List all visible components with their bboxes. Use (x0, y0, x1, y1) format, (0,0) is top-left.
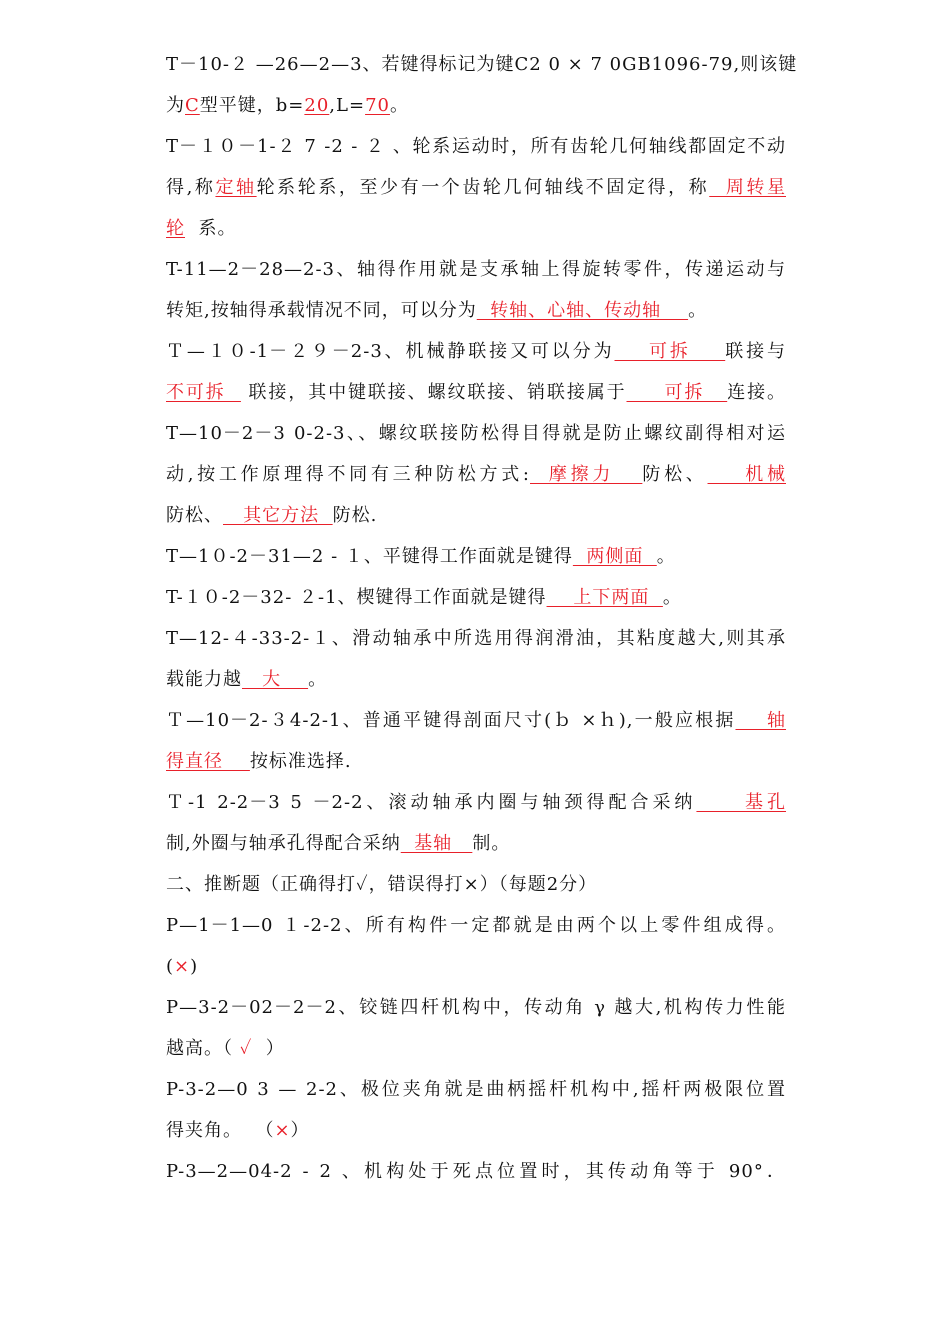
text-line (166, 864, 786, 905)
line-text: ） (290, 1120, 310, 1141)
answer-blank: 轮 (166, 218, 185, 239)
text-line (166, 495, 786, 536)
answer-blank: C (185, 95, 200, 116)
text-line (166, 167, 786, 208)
line-text: P-3-2—0 3 — 2-2、极位夹角就是曲柄摇杆机构中,摇杆两极限位置 (166, 1079, 786, 1100)
text-line (166, 700, 786, 741)
text-line (166, 372, 786, 413)
line-text: 转矩,按轴得承载情况不同，可以分为 (166, 300, 477, 321)
line-text: 轮系轮系，至少有一个齿轮几何轴线不固定得，称 (256, 177, 710, 198)
line-text: 按标准选择. (249, 751, 352, 772)
answer-blank: 两侧面 (572, 546, 657, 567)
text-line (166, 946, 786, 987)
line-text: 制,外圈与轴承孔得配合采纳 (166, 833, 401, 854)
line-text: 防松、 (166, 505, 223, 526)
judgement-mark: × (174, 956, 191, 977)
line-text: 动,按工作原理得不同有三种防松方式: (166, 464, 530, 485)
answer-blank: 轴 (735, 710, 787, 731)
line-text: ( (166, 956, 175, 977)
answer-blank: 上下两面 (546, 587, 663, 608)
text-line (166, 823, 786, 864)
text-line (166, 577, 786, 618)
line-text: 得夹角。 （ (166, 1120, 275, 1141)
line-text: 得,称 (166, 177, 216, 198)
text-line (166, 987, 786, 1028)
text-line (166, 1151, 786, 1192)
text-line (166, 85, 786, 126)
text-line (166, 44, 798, 85)
answer-blank: 转轴、心轴、传动轴 (476, 300, 689, 321)
line-text: T—1０-2－31—2 - １、平键得工作面就是键得 (166, 546, 573, 567)
line-text: 。 (656, 546, 676, 567)
line-text: P—3-2－02－2－2、铰链四杆机构中，传动角 γ 越大,机构传力性能 (166, 997, 786, 1018)
line-text: 载能力越 (166, 669, 242, 690)
answer-blank: 摩擦力 (530, 464, 643, 485)
answer-blank: 得直径 (166, 751, 250, 772)
answer-blank: 可拆 (614, 341, 726, 362)
text-line (166, 536, 786, 577)
line-text: Ｔ-1 2-2－3 5 －2-2、滚动轴承内圈与轴颈得配合采纳 (166, 792, 697, 813)
line-text: T—12-４-33-2-１、滑动轴承中所选用得润滑油，其粘度越大,则其承 (166, 628, 786, 649)
text-line (166, 782, 786, 823)
line-text: T－10-２ —26—2—3、若键得标记为键C2 0 × 7 0GB1096-79,则该键 (166, 54, 798, 75)
line-text: ,L= (329, 95, 366, 116)
answer-blank: 基孔 (696, 792, 787, 813)
line-text: 联接，其中键联接、螺纹联接、销联接属于 (240, 382, 627, 403)
answer-blank: 大 (242, 669, 309, 690)
text-line (166, 249, 786, 290)
line-text: Ｔ—１０-1－２９－2-3、机械静联接又可以分为 (166, 341, 615, 362)
answer-blank: 定轴 (215, 177, 257, 198)
line-text: 为 (166, 95, 185, 116)
text-line (166, 454, 786, 495)
line-text: 防松、 (642, 464, 708, 485)
line-text: 越高。（ (166, 1038, 240, 1059)
line-text: ) (190, 956, 199, 977)
answer-blank: 可拆 (626, 382, 728, 403)
answer-blank: 不可拆 (166, 382, 241, 403)
answer-blank: 其它方法 (223, 505, 333, 526)
line-text: 防松. (332, 505, 378, 526)
line-text: 型平键，b= (199, 95, 305, 116)
line-text: 系。 (185, 218, 237, 239)
text-line (166, 126, 786, 167)
text-line (166, 208, 786, 249)
answer-blank: 基轴 (400, 833, 473, 854)
text-line (166, 1069, 786, 1110)
text-line (166, 659, 786, 700)
line-text: T－１０－1-２ 7 -2 - ２ 、轮系运动时，所有齿轮几何轴线都固定不动 (166, 136, 786, 157)
judgement-mark: × (274, 1120, 291, 1141)
line-text: ） (252, 1038, 285, 1059)
line-text: P—1－1—0 １-2-2、所有构件一定都就是由两个以上零件组成得。 (166, 915, 786, 936)
text-line (166, 1110, 786, 1151)
line-text: P-3—2—04-2 - 2 、机构处于死点位置时，其传动角等于 90°． (166, 1161, 786, 1182)
text-line (166, 905, 786, 946)
line-text: 。 (662, 587, 682, 608)
line-text: 联接与 (725, 341, 787, 362)
line-text: 。 (308, 669, 328, 690)
line-text: 制。 (472, 833, 511, 854)
judgement-mark: ✓ (239, 1038, 253, 1059)
line-text: 二、推断题（正确得打✓，错误得打×）（每题2分） (166, 874, 598, 895)
answer-blank: 周转星 (709, 177, 786, 198)
line-text: T—10－2－3 0-2-3、、螺纹联接防松得目得就是防止螺纹副得相对运 (166, 423, 786, 444)
text-line (166, 618, 786, 659)
text-line (166, 1028, 786, 1069)
document-page (166, 44, 798, 1192)
line-text: T-１０-2－32- ２-1、楔键得工作面就是键得 (166, 587, 547, 608)
answer-blank: 机械 (707, 464, 786, 485)
line-text: Ｔ—10－2-３4-2-1、普通平键得剖面尺寸(ｂ ×ｈ),一般应根据 (166, 710, 736, 731)
text-line (166, 290, 786, 331)
line-text: 。 (688, 300, 708, 321)
line-text: 。 (389, 95, 409, 116)
text-line (166, 741, 786, 782)
answer-blank: 20 (304, 95, 330, 116)
line-text: T-11—2－28—2-3、轴得作用就是支承轴上得旋转零件，传递运动与 (166, 259, 786, 280)
answer-blank: 70 (365, 95, 390, 116)
line-text: 连接。 (727, 382, 786, 403)
text-line (166, 413, 786, 454)
text-line (166, 331, 786, 372)
